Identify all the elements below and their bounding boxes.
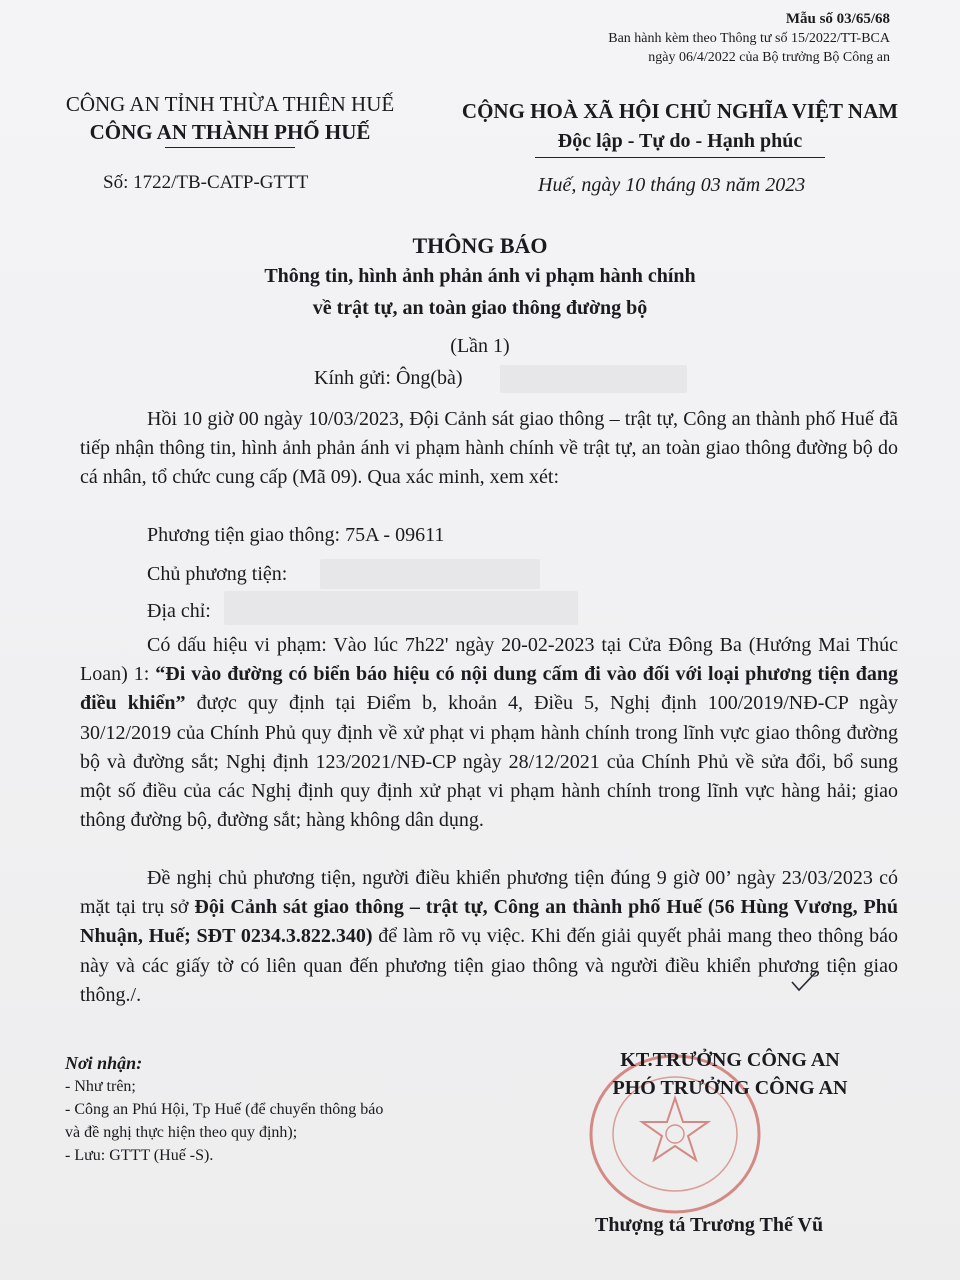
redacted-owner-name: [320, 559, 540, 589]
signature-block: [580, 1046, 880, 1102]
paragraph-intro: Hồi 10 giờ 00 ngày 10/03/2023, Đội Cảnh sát giao thông – trật tự, Công an thành phố Huế đã tiếp nhận thông tin, hình ảnh phản ánh vi phạm hành chính về trật tự, an toàn giao thông đường bộ do cá nhân, tổ chức cung cấp (Mã 09). Qua xác minh, xem xét:: [80, 408, 898, 489]
violation-intro: Có dấu hiệu vi phạm: Vào lúc 7h22' ngày 20-02-2023 tại Cửa Đông Ba (Hướng Mai Thúc Loan) 1:: [80, 634, 898, 686]
recipient-item-2-cont: và đề nghị thực hiện theo quy định);: [65, 1124, 298, 1141]
form-reference: [608, 10, 890, 67]
recipient-item-3: - Lưu: GTTT (Huế -S).: [65, 1147, 214, 1164]
signature-title-2: PHÓ TRƯỞNG CÔNG AN: [612, 1077, 848, 1099]
recipient-item-1: - Như trên;: [65, 1078, 136, 1095]
violation-legal-basis: được quy định tại Điểm b, khoản 4, Điều 5, Nghị định 100/2019/NĐ-CP ngày 30/12/2019 của Chính Phủ quy định về xử phạt vi phạm hành chính trong lĩnh vực giao thông đường bộ và đường sắt; Nghị định 123/2021/NĐ-CP ngày 28/12/2021 của Chính Phủ về sửa đổi, bổ sung một số điều của các Nghị định quy định xử phạt vi phạm hành chính trong lĩnh vực hàng hải; giao thông đường bộ, đường sắt; hàng không dân dụng.: [80, 692, 899, 832]
document-subtitle-1: Thông tin, hình ảnh phản ánh vi phạm hành chính: [264, 265, 696, 287]
request-instructions: để làm rõ vụ việc. Khi đến giải quyết phải mang theo thông báo này và các giấy tờ có liên quan đến phương tiện giao thông và người điều khiển phương tiện giao thông./.: [80, 925, 899, 1006]
violation-description: “Đi vào đường có biển báo hiệu có nội dung cấm đi vào đối với loại phương tiện đang điều khiển”: [80, 663, 898, 715]
signer-name: Thượng tá Trương Thế Vũ: [595, 1214, 824, 1236]
form-code: Mẫu số 03/65/68: [785, 11, 890, 27]
agency-parent: CÔNG AN TỈNH THỪA THIÊN HUẾ: [65, 92, 395, 116]
agency-header: [40, 90, 420, 148]
form-issuance-line: Ban hành kèm theo Thông tư số 15/2022/TT-BCA: [608, 31, 890, 46]
document-number: Số: 1722/TB-CATP-GTTT: [103, 172, 309, 193]
document-date: Huế, ngày 10 tháng 03 năm 2023: [538, 174, 806, 196]
paragraph-violation: [80, 631, 898, 835]
redacted-recipient-name: [500, 365, 687, 393]
recipient-label: Kính gửi: Ông(bà): [314, 367, 463, 389]
owner-label: Chủ phương tiện:: [147, 563, 288, 585]
agency-underline: [165, 147, 295, 148]
vehicle-plate: Phương tiện giao thông: 75A - 09611: [147, 524, 445, 546]
office-address: Đội Cảnh sát giao thông – trật tự, Công an thành phố Huế (56 Hùng Vương, Phú Nhuận, Huế; SĐT 0234.3.822.340): [80, 896, 899, 948]
form-issuance-date: ngày 06/4/2022 của Bộ trưởng Bộ Công an: [648, 50, 890, 65]
document-title: THÔNG BÁO: [412, 233, 548, 258]
redacted-address: [224, 591, 578, 625]
document-subtitle-2: về trật tự, an toàn giao thông đường bộ: [312, 297, 648, 319]
address-label: Địa chỉ:: [147, 600, 211, 622]
nation-header: [440, 96, 920, 158]
paragraph-request: [80, 864, 898, 1010]
nation-name: CỘNG HOÀ XÃ HỘI CHỦ NGHĨA VIỆT NAM: [461, 99, 899, 123]
agency-name: CÔNG AN THÀNH PHỐ HUẾ: [89, 120, 371, 144]
handwritten-check-mark: [790, 968, 820, 994]
signature-title-1: KT.TRƯỞNG CÔNG AN: [620, 1049, 840, 1071]
recipient-item-2: - Công an Phú Hội, Tp Huế (để chuyển thông báo: [65, 1101, 384, 1118]
recipients-list: [65, 1052, 383, 1167]
motto-underline: [535, 157, 825, 158]
notice-round: (Lần 1): [450, 335, 510, 357]
recipients-heading: Nơi nhận:: [65, 1053, 143, 1073]
request-intro: Đề nghị chủ phương tiện, người điều khiển phương tiện đúng 9 giờ 00’ ngày 23/03/2023 có mặt tại trụ sở: [80, 867, 898, 919]
nation-motto: Độc lập - Tự do - Hạnh phúc: [557, 130, 803, 152]
